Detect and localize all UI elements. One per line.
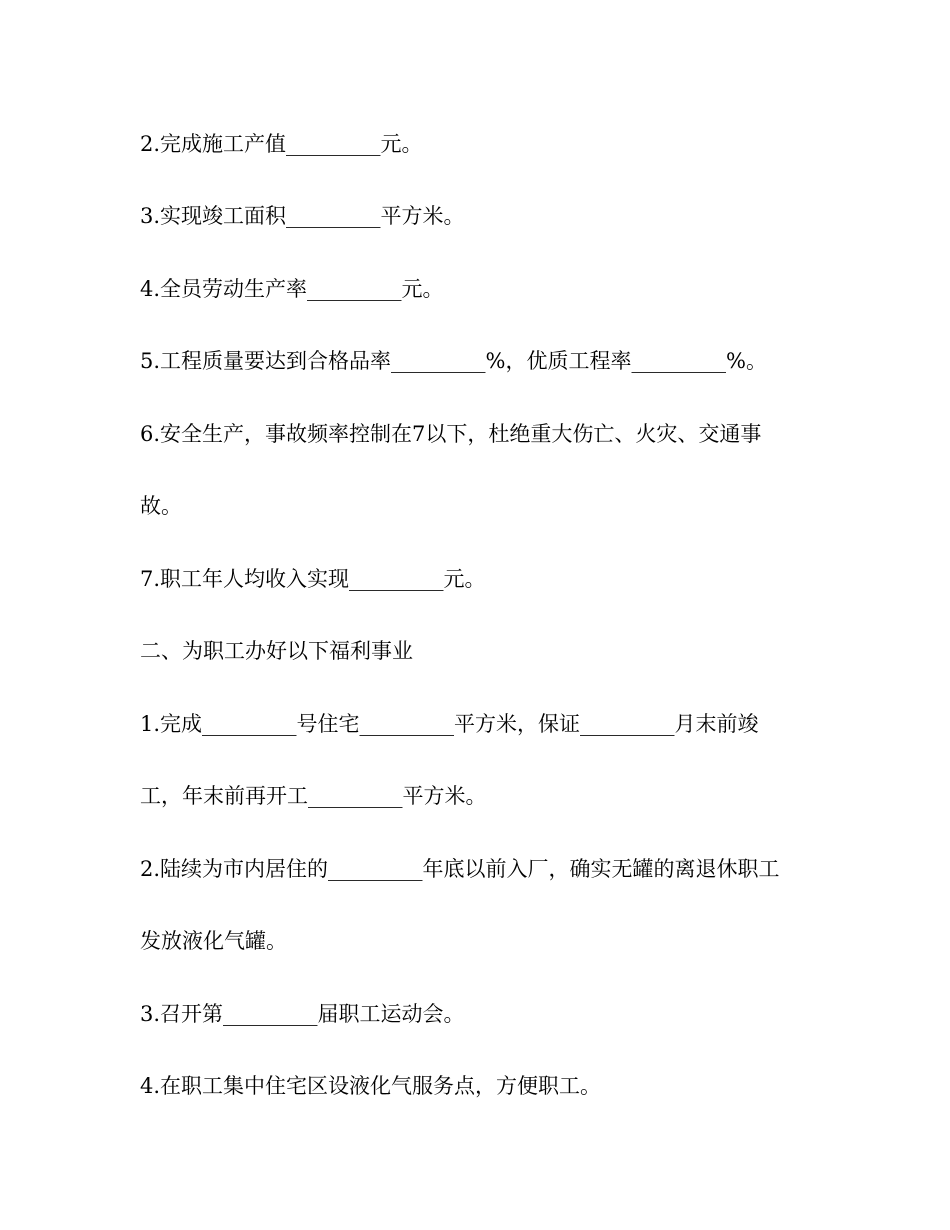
- welfare-item-1-housing: 1.完成_________号住宅_________平方米，保证_________月末前竣: [140, 712, 759, 736]
- target-item-6-safety: 6.安全生产，事故频率控制在7以下，杜绝重大伤亡、火灾、交通事: [140, 422, 762, 446]
- welfare-item-2-gas-tanks: 2.陆续为市内居住的_________年底以前入厂，确实无罐的离退休职工: [140, 857, 780, 881]
- section-heading-welfare: 二、为职工办好以下福利事业: [140, 639, 413, 663]
- target-item-7-average-income: 7.职工年人均收入实现_________元。: [140, 567, 486, 591]
- target-item-2-construction-output: 2.完成施工产值_________元。: [140, 132, 423, 156]
- target-item-5-quality-rates: 5.工程质量要达到合格品率_________%，优质工程率_________%。: [140, 349, 767, 373]
- welfare-item-3-sports-meet: 3.召开第_________届职工运动会。: [140, 1002, 465, 1026]
- welfare-item-2-gas-tanks-continued: 发放液化气罐。: [140, 929, 287, 953]
- target-item-4-labor-productivity: 4.全员劳动生产率_________元。: [140, 277, 444, 301]
- target-item-3-completed-area: 3.实现竣工面积_________平方米。: [140, 204, 465, 228]
- welfare-item-1-housing-continued: 工，年末前再开工_________平方米。: [140, 784, 487, 808]
- target-item-6-safety-continued: 故。: [140, 494, 182, 518]
- welfare-item-4-gas-service-point: 4.在职工集中住宅区设液化气服务点，方便职工。: [140, 1074, 602, 1098]
